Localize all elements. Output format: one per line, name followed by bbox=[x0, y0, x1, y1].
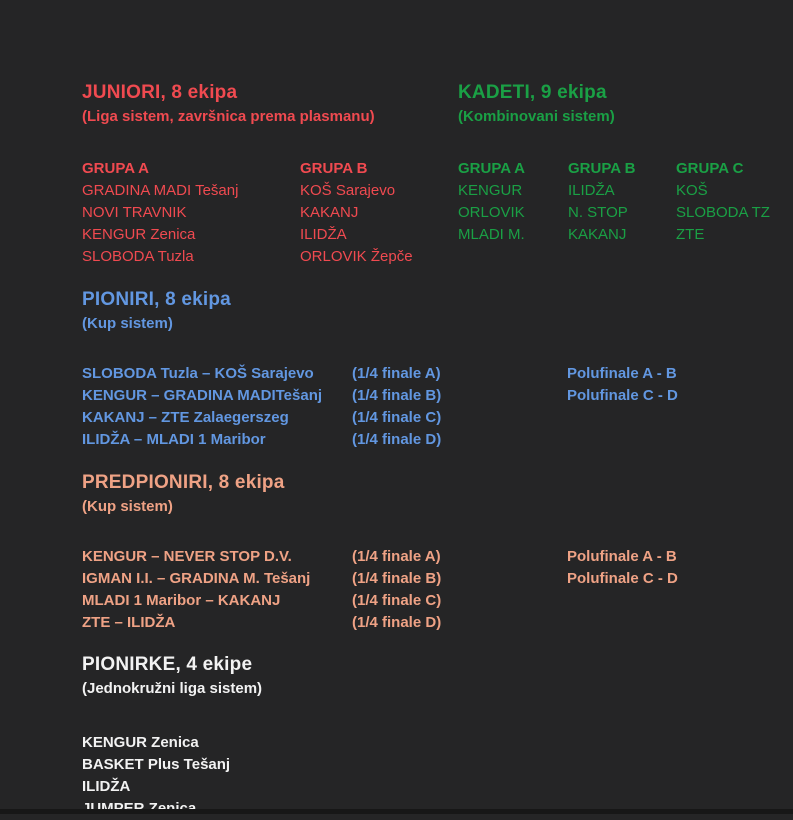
match-row bbox=[82, 546, 441, 568]
match-stage: (1/4 finale D) bbox=[352, 431, 442, 448]
section-juniori-title: JUNIORI, 8 ekipa bbox=[82, 82, 238, 103]
match-row bbox=[82, 385, 441, 407]
team-name: ORLOVIK Žepče bbox=[300, 248, 413, 265]
section-predpioniri-title: PREDPIONIRI, 8 ekipa bbox=[82, 472, 285, 493]
group-header: GRUPA C bbox=[676, 160, 744, 177]
group-header: GRUPA B bbox=[568, 160, 636, 177]
team-name: SLOBODA TZ bbox=[676, 204, 770, 221]
bottom-edge-strip bbox=[0, 809, 793, 814]
section-pioniri-subtitle: (Kup sistem) bbox=[82, 315, 173, 332]
group-header: GRUPA A bbox=[458, 160, 525, 177]
match-pairing: ILIDŽA – MLADI 1 Maribor bbox=[82, 431, 266, 448]
section-pioniri-title: PIONIRI, 8 ekipa bbox=[82, 289, 231, 310]
team-name: ILIDŽA bbox=[300, 226, 347, 243]
team-name: KOŠ Sarajevo bbox=[300, 182, 396, 199]
team-name: KENGUR Zenica bbox=[82, 226, 196, 243]
section-predpioniri-subtitle: (Kup sistem) bbox=[82, 498, 173, 515]
team-name: BASKET Plus Tešanj bbox=[82, 756, 231, 773]
juniori-group-a bbox=[82, 158, 300, 268]
match-stage: (1/4 finale C) bbox=[352, 592, 442, 609]
match-stage: (1/4 finale D) bbox=[352, 614, 442, 631]
kadeti-group-c bbox=[676, 158, 770, 246]
section-juniori-subtitle: (Liga sistem, završnica prema plasmanu) bbox=[82, 108, 375, 125]
match-row bbox=[82, 363, 441, 385]
kadeti-groups bbox=[458, 158, 770, 246]
match-pairing: KENGUR – NEVER STOP D.V. bbox=[82, 548, 292, 565]
team-name: KENGUR Zenica bbox=[82, 734, 199, 751]
pionirke-teams bbox=[82, 732, 262, 820]
juniori-groups bbox=[82, 158, 413, 268]
section-kadeti bbox=[458, 80, 770, 246]
kadeti-group-b bbox=[568, 158, 676, 246]
section-juniori bbox=[82, 80, 413, 268]
team-name: MLADI M. bbox=[458, 226, 525, 243]
match-pairing: MLADI 1 Maribor – KAKANJ bbox=[82, 592, 281, 609]
match-stage: (1/4 finale A) bbox=[352, 365, 441, 382]
section-kadeti-title: KADETI, 9 ekipa bbox=[458, 82, 607, 103]
team-name: KOŠ bbox=[676, 182, 708, 199]
team-name: ILIDŽA bbox=[568, 182, 615, 199]
match-pairing: SLOBODA Tuzla – KOŠ Sarajevo bbox=[82, 365, 314, 382]
group-header: GRUPA A bbox=[82, 160, 149, 177]
section-pioniri bbox=[82, 287, 441, 451]
match-stage: (1/4 finale B) bbox=[352, 387, 442, 404]
team-name: SLOBODA Tuzla bbox=[82, 248, 194, 265]
match-row bbox=[82, 612, 441, 634]
match-pairing: IGMAN I.I. – GRADINA M. Tešanj bbox=[82, 570, 311, 587]
pioniri-semifinals bbox=[567, 363, 678, 407]
team-name: KAKANJ bbox=[300, 204, 359, 221]
group-header: GRUPA B bbox=[300, 160, 368, 177]
juniori-group-b bbox=[300, 158, 413, 268]
match-stage: (1/4 finale C) bbox=[352, 409, 442, 426]
section-pionirke-title: PIONIRKE, 4 ekipe bbox=[82, 654, 253, 675]
team-name: GRADINA MADI Tešanj bbox=[82, 182, 239, 199]
semifinal-label: Polufinale A - B bbox=[567, 548, 677, 565]
team-name: ZTE bbox=[676, 226, 705, 243]
predpioniri-semifinals bbox=[567, 546, 678, 590]
match-pairing: KENGUR – GRADINA MADITešanj bbox=[82, 387, 323, 404]
section-kadeti-subtitle: (Kombinovani sistem) bbox=[458, 108, 615, 125]
match-row bbox=[82, 590, 441, 612]
semifinal-label: Polufinale A - B bbox=[567, 365, 677, 382]
section-predpioniri bbox=[82, 470, 441, 634]
match-row bbox=[82, 568, 441, 590]
team-name: N. STOP bbox=[568, 204, 628, 221]
semifinal-label: Polufinale C - D bbox=[567, 570, 678, 587]
match-row bbox=[82, 429, 441, 451]
team-name: NOVI TRAVNIK bbox=[82, 204, 187, 221]
kadeti-group-a bbox=[458, 158, 568, 246]
match-pairing: ZTE – ILIDŽA bbox=[82, 614, 176, 631]
section-pionirke bbox=[82, 652, 262, 820]
team-name: ILIDŽA bbox=[82, 778, 131, 795]
match-pairing: KAKANJ – ZTE Zalaegerszeg bbox=[82, 409, 289, 426]
predpioniri-matches bbox=[82, 546, 441, 634]
match-stage: (1/4 finale A) bbox=[352, 548, 441, 565]
pioniri-matches bbox=[82, 363, 441, 451]
semifinal-label: Polufinale C - D bbox=[567, 387, 678, 404]
team-name: KENGUR bbox=[458, 182, 523, 199]
match-row bbox=[82, 407, 441, 429]
team-name: KAKANJ bbox=[568, 226, 627, 243]
match-stage: (1/4 finale B) bbox=[352, 570, 442, 587]
section-pionirke-subtitle: (Jednokružni liga sistem) bbox=[82, 680, 263, 697]
team-name: ORLOVIK bbox=[458, 204, 525, 221]
